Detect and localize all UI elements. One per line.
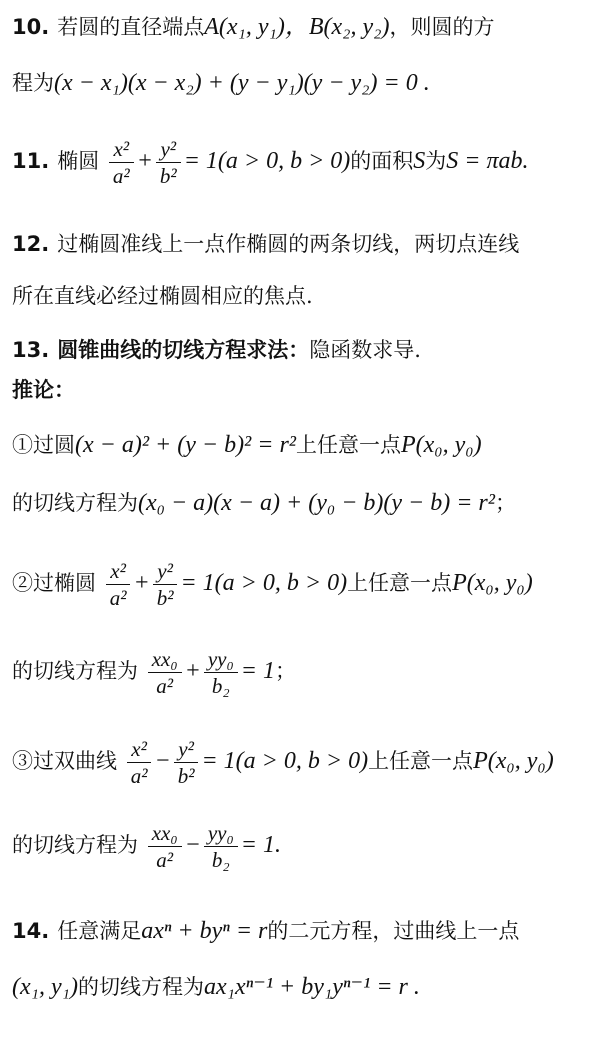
math: A(x₁, y₁)，B(x₂, y₂) bbox=[204, 14, 390, 40]
numerator: y² bbox=[174, 738, 199, 763]
numerator: x² bbox=[109, 138, 134, 163]
text: 为 bbox=[425, 149, 447, 174]
item-10-line-2 bbox=[12, 70, 590, 98]
section-heading: 推论： bbox=[12, 378, 75, 402]
item-12-line-1 bbox=[12, 232, 590, 256]
math: = 1. bbox=[240, 832, 281, 859]
fraction bbox=[156, 138, 181, 187]
fraction bbox=[148, 822, 182, 871]
math: = 1(a > 0, b > 0) bbox=[201, 748, 369, 775]
item-14-line-1 bbox=[12, 918, 590, 946]
item-14-line-2 bbox=[12, 974, 590, 1002]
text: 的切线方程为 bbox=[12, 833, 138, 858]
text: ，则圆的方 bbox=[389, 15, 495, 39]
fraction bbox=[153, 560, 178, 609]
text: 的二元方程，过曲线上一点 bbox=[267, 919, 520, 943]
item-12-line-2 bbox=[12, 284, 590, 308]
math: = 1(a > 0, b > 0) bbox=[180, 570, 348, 597]
text: 上任意一点 bbox=[347, 571, 453, 596]
item-number: 10. bbox=[12, 15, 50, 39]
math: P(x₀, y₀) bbox=[400, 432, 482, 458]
corollary-3-line-1 bbox=[12, 738, 590, 787]
math: = 1 bbox=[240, 658, 275, 685]
text: 隐函数求导. bbox=[309, 338, 421, 362]
fraction bbox=[109, 138, 134, 187]
math: (x₁, y₁) bbox=[12, 974, 78, 1000]
text: 椭圆 bbox=[57, 149, 100, 174]
text: ①过圆 bbox=[12, 433, 75, 457]
item-number: 14. bbox=[12, 919, 50, 943]
denominator: a² bbox=[156, 848, 174, 873]
item-11-line bbox=[12, 138, 590, 187]
text: 程为 bbox=[12, 71, 54, 95]
numerator: yy₀ bbox=[204, 648, 238, 673]
math: (x − a)² + (y − b)² = r² bbox=[75, 432, 296, 458]
item-13-line bbox=[12, 338, 590, 362]
text: 若圆的直径端点 bbox=[57, 15, 205, 39]
text: 上任意一点 bbox=[368, 749, 474, 774]
fraction bbox=[148, 648, 182, 697]
math: (x₀ − a)(x − a) + (y₀ − b)(y − b) = r² bbox=[138, 490, 495, 516]
numerator: x² bbox=[106, 560, 131, 585]
corollary-heading-line bbox=[12, 378, 590, 402]
fraction bbox=[204, 822, 238, 871]
text: 任意满足 bbox=[57, 919, 142, 943]
operator: + bbox=[136, 148, 153, 175]
denominator: a² bbox=[130, 764, 148, 789]
operator: − bbox=[154, 748, 171, 775]
denominator: b₂ bbox=[211, 848, 230, 873]
text: 上任意一点 bbox=[295, 433, 401, 457]
denominator: a² bbox=[112, 164, 130, 189]
math: ax₁xⁿ⁻¹ + by₁yⁿ⁻¹ = r . bbox=[203, 974, 420, 1000]
numerator: xx₀ bbox=[148, 648, 182, 673]
math: S = πab. bbox=[446, 148, 529, 175]
math: P(x₀, y₀) bbox=[452, 570, 533, 597]
fraction bbox=[174, 738, 199, 787]
text: ； bbox=[494, 491, 516, 515]
text: ； bbox=[275, 659, 296, 684]
denominator: b₂ bbox=[211, 674, 230, 699]
fraction bbox=[204, 648, 238, 697]
text: 过椭圆准线上一点作椭圆的两条切线，两切点连线 bbox=[57, 232, 520, 256]
numerator: xx₀ bbox=[148, 822, 182, 847]
denominator: a² bbox=[156, 674, 174, 699]
fraction bbox=[106, 560, 131, 609]
text: 的面积 bbox=[350, 149, 414, 174]
math: = 1(a > 0, b > 0) bbox=[183, 148, 351, 175]
corollary-1-line-1 bbox=[12, 432, 590, 460]
item-10-line-1 bbox=[12, 14, 590, 42]
operator: + bbox=[184, 658, 201, 685]
numerator: yy₀ bbox=[204, 822, 238, 847]
text: ②过椭圆 bbox=[12, 571, 96, 596]
math: (x − x₁)(x − x₂) + (y − y₁)(y − y₂) = 0 . bbox=[54, 70, 430, 96]
item-number: 12. bbox=[12, 232, 50, 256]
operator: − bbox=[184, 832, 201, 859]
corollary-1-line-2 bbox=[12, 490, 590, 518]
item-number: 11. bbox=[12, 149, 50, 174]
numerator: y² bbox=[156, 138, 181, 163]
numerator: y² bbox=[153, 560, 178, 585]
corollary-3-line-2 bbox=[12, 822, 590, 871]
item-number: 13. bbox=[12, 338, 50, 362]
operator: + bbox=[133, 570, 150, 597]
text: 所在直线必经过椭圆相应的焦点. bbox=[12, 284, 313, 308]
text: 的切线方程为 bbox=[12, 659, 138, 684]
text: 的切线方程为 bbox=[12, 491, 138, 515]
text: 的切线方程为 bbox=[77, 975, 204, 999]
corollary-2-line-1 bbox=[12, 560, 590, 609]
denominator: b² bbox=[159, 164, 177, 189]
corollary-2-line-2 bbox=[12, 648, 590, 697]
text: ③过双曲线 bbox=[12, 749, 117, 774]
denominator: a² bbox=[109, 586, 127, 611]
math: S bbox=[413, 148, 426, 175]
math: P(x₀, y₀) bbox=[473, 748, 554, 775]
fraction bbox=[127, 738, 152, 787]
denominator: b² bbox=[156, 586, 174, 611]
math: axⁿ + byⁿ = r bbox=[141, 918, 268, 944]
section-heading: 圆锥曲线的切线方程求法： bbox=[57, 338, 310, 362]
numerator: x² bbox=[127, 738, 152, 763]
denominator: b² bbox=[177, 764, 195, 789]
